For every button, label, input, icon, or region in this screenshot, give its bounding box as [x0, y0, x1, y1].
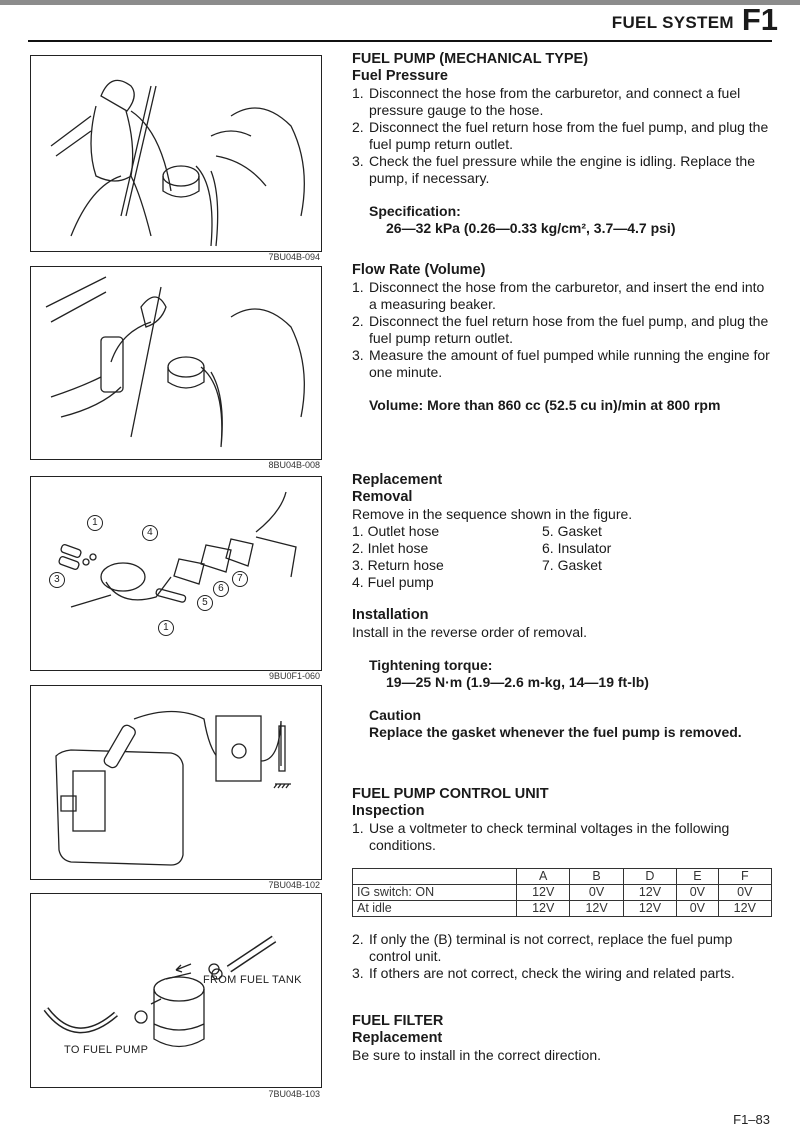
list-item: 3. Return hose [352, 557, 444, 573]
callout-6: 6 [213, 581, 229, 597]
subheading: Flow Rate (Volume) [352, 262, 486, 278]
section-heading: FUEL FILTER [352, 1013, 444, 1029]
page-number: F1–83 [733, 1112, 770, 1127]
list-item: 3. Check the fuel pressure while the engine is idling. Replace the pump, if necessary. [352, 153, 756, 186]
table-cell: 0V [677, 885, 718, 901]
list-item: 2. Disconnect the fuel return hose from the fuel pump, and plug the fuel pump return outlet. [352, 119, 769, 152]
caution-text: Replace the gasket whenever the fuel pump is removed. [369, 724, 742, 740]
subheading: Fuel Pressure [352, 68, 448, 84]
callout-7: 7 [232, 571, 248, 587]
table-cell: 12V [517, 885, 570, 901]
list-item: 2. If only the (B) terminal is not correct, replace the fuel pump control unit. [352, 931, 733, 964]
fuel-filter-illustration [31, 894, 321, 1087]
table-header: D [623, 869, 676, 885]
fuel-pressure-section [352, 51, 772, 237]
table-cell: 12V [623, 901, 676, 917]
inspection-steps-continued [352, 931, 772, 982]
table-header [353, 869, 517, 885]
table-cell: IG switch: ON [353, 885, 517, 901]
callout-1-top: 1 [87, 515, 103, 531]
list-item: 2. Disconnect the fuel return hose from the fuel pump, and plug the fuel pump return outlet. [352, 313, 769, 346]
subheading: Inspection [352, 803, 425, 819]
figure-fuel-pump-exploded [30, 476, 322, 671]
list-item: 1. Use a voltmeter to check terminal voltages in the following conditions. [352, 820, 730, 853]
table-header: A [517, 869, 570, 885]
table-header: B [570, 869, 623, 885]
inspection-steps [352, 820, 772, 854]
list-item: 5. Gasket [542, 523, 602, 539]
replacement-section [352, 472, 772, 741]
volume-spec: Volume: More than 860 cc (52.5 cu in)/min at 800 rpm [369, 397, 721, 413]
spec-value: 26—32 kPa (0.26—0.33 kg/cm², 3.7—4.7 psi) [386, 220, 676, 236]
pressure-steps [352, 85, 772, 187]
caution-title: Caution [369, 707, 422, 723]
section-heading: FUEL PUMP (MECHANICAL TYPE) [352, 51, 589, 67]
flow-rate-illustration [31, 267, 321, 459]
removal-intro: Remove in the sequence shown in the figure. [352, 506, 633, 522]
table-cell: 12V [570, 901, 623, 917]
table-header-row [353, 869, 772, 885]
table-row [353, 885, 772, 901]
figure-fuel-pressure [30, 55, 322, 252]
figure-voltmeter-check [30, 685, 322, 880]
table-cell: 12V [623, 885, 676, 901]
table-cell: 12V [517, 901, 570, 917]
figure-flow-rate [30, 266, 322, 460]
fuel-pump-exploded-illustration [31, 477, 321, 670]
list-item: 6. Insulator [542, 540, 612, 556]
subheading: Installation [352, 607, 429, 623]
figure-caption: 7BU04B-103 [268, 1089, 320, 1099]
list-item: 2. Inlet hose [352, 540, 429, 556]
table-cell: At idle [353, 901, 517, 917]
voltage-table [352, 868, 772, 917]
list-item: 3. If others are not correct, check the wiring and related parts. [352, 965, 735, 981]
subheading: Replacement [352, 472, 443, 488]
table-row [353, 901, 772, 917]
subheading: Removal [352, 489, 413, 505]
list-item: 3. Measure the amount of fuel pumped while running the engine for one minute. [352, 347, 770, 380]
installation-text: Install in the reverse order of removal. [352, 624, 587, 640]
table-cell: 0V [677, 901, 718, 917]
spec-label: Specification: [369, 203, 461, 219]
callout-4: 4 [142, 525, 158, 541]
voltmeter-illustration [31, 686, 321, 879]
page-header [612, 4, 778, 36]
header-rule [28, 40, 772, 42]
list-item: 4. Fuel pump [352, 574, 434, 590]
table-header: F [718, 869, 771, 885]
flow-steps [352, 279, 772, 381]
figure-caption: 7BU04B-102 [268, 880, 320, 890]
section-title: FUEL SYSTEM [611, 13, 734, 32]
subheading: Replacement [352, 1030, 443, 1046]
callout-1-bottom: 1 [158, 620, 174, 636]
flow-rate-section [352, 262, 772, 414]
figure-caption: 7BU04B-094 [268, 252, 320, 262]
label-to-fuel-pump: TO FUEL PUMP [64, 1044, 149, 1056]
parts-list [352, 523, 772, 591]
control-unit-section [352, 786, 772, 982]
figure-caption: 9BU0F1-060 [268, 671, 320, 681]
section-heading: FUEL PUMP CONTROL UNIT [352, 786, 549, 802]
table-cell: 12V [718, 901, 771, 917]
table-cell: 0V [570, 885, 623, 901]
callout-5: 5 [197, 595, 213, 611]
list-item: 1. Outlet hose [352, 523, 440, 539]
list-item: 7. Gasket [542, 557, 602, 573]
callout-3: 3 [49, 572, 65, 588]
figure-caption: 8BU04B-008 [268, 460, 320, 470]
torque-value: 19—25 N·m (1.9—2.6 m-kg, 14—19 ft-lb) [386, 674, 649, 690]
fuel-pressure-illustration [31, 56, 321, 251]
list-item: 1. Disconnect the hose from the carburetor, and insert the end into a measuring beaker. [352, 279, 765, 312]
figure-fuel-filter [30, 893, 322, 1088]
filter-text: Be sure to install in the correct direction. [352, 1047, 602, 1063]
table-header: E [677, 869, 718, 885]
section-code: F1 [741, 2, 778, 37]
fuel-filter-section [352, 1013, 772, 1064]
table-cell: 0V [718, 885, 771, 901]
list-item: 1. Disconnect the hose from the carburetor, and connect a fuel pressure gauge to the hose. [352, 85, 741, 118]
torque-label: Tightening torque: [369, 657, 493, 673]
label-from-fuel-tank: FROM FUEL TANK [203, 974, 302, 986]
